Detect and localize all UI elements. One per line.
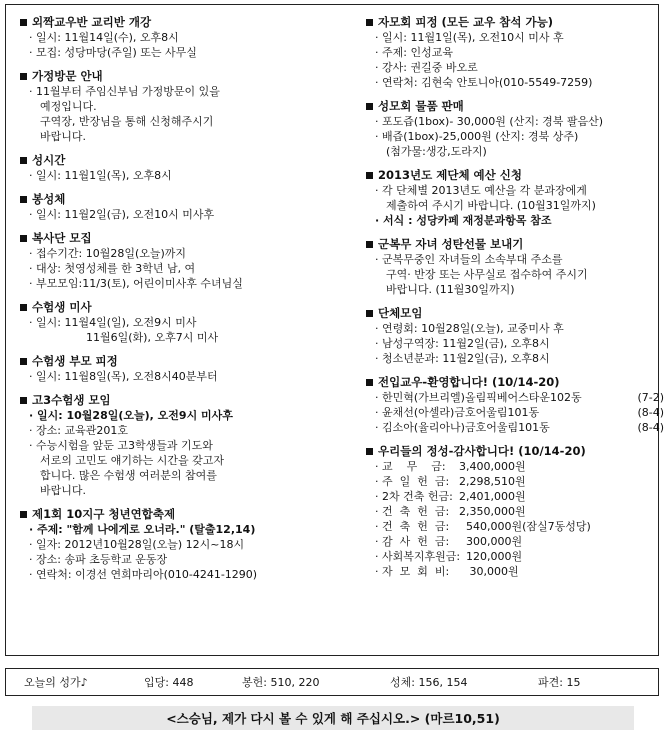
notice-line: · 일시: 10월28일(오늘), 오전9시 미사후 — [29, 409, 233, 422]
notice-line: · 연락처: 김현숙 안토니아(010-5549-7259) — [375, 76, 593, 89]
section-title-text: 고3수험생 모임 — [32, 393, 111, 407]
offering-row — [366, 474, 664, 489]
notice-line: · 모집: 성당마당(주일) 또는 사무실 — [29, 46, 197, 59]
notice-line: 구역장, 반장님을 통해 신청해주시기 — [40, 115, 214, 128]
district-code: (7-2) — [637, 391, 664, 404]
notice-section — [366, 99, 664, 159]
notice-section — [20, 354, 350, 384]
section-title-text: 봉성체 — [32, 192, 66, 206]
notice-line: · 일시: 11월2일(금), 오전10시 미사후 — [29, 208, 215, 221]
section-title — [20, 69, 350, 84]
district-code: (8-4) — [637, 421, 664, 434]
offering-row — [366, 489, 664, 504]
section-title-text: 단체모임 — [378, 306, 423, 320]
notice-line: · 장소: 교육관201호 — [29, 424, 128, 437]
mass-summary-bar — [5, 668, 659, 696]
offering-label: · 건 축 헌 금: — [375, 520, 450, 533]
square-bullet-icon — [20, 157, 27, 164]
square-bullet-icon — [20, 235, 27, 242]
newcomer-name: · 김소아(율리아나)금호어울림101동 — [375, 421, 550, 434]
newcomer-name: · 한민혁(가브리엘)올림픽베어스타운102동 — [375, 391, 582, 404]
offering-label: · 건 축 헌 금: — [375, 505, 450, 518]
notice-line: 서로의 고민도 얘기하는 시간을 갖고자 — [40, 454, 225, 467]
section-title — [20, 153, 350, 168]
hymn-label: 오늘의 성가♪ — [24, 675, 88, 689]
square-bullet-icon — [20, 358, 27, 365]
notice-line: · 대상: 첫영성체를 한 3학년 남, 여 — [29, 262, 196, 275]
section-title — [20, 231, 350, 246]
section-title — [366, 375, 664, 390]
offering-label: · 자 모 회 비: — [375, 565, 450, 578]
notice-line: · 장소: 송파 초등학교 운동장 — [29, 553, 168, 566]
section-title — [20, 507, 350, 522]
communion-hymn: 성체: 156, 154 — [390, 675, 468, 689]
notice-section — [20, 393, 350, 498]
section-title-text: 자모회 피정 (모든 교우 참석 가능) — [378, 15, 553, 29]
bulletin-frame — [5, 4, 664, 656]
section-title — [366, 237, 664, 252]
notice-line: (첨가물:생강,도라지) — [386, 145, 487, 158]
notice-line: · 군복무중인 자녀들의 소속부대 주소를 — [375, 253, 563, 266]
section-title — [366, 168, 664, 183]
offering-amount: 2,350,000원 — [459, 505, 526, 518]
section-title — [20, 354, 350, 369]
notice-line: · 일시: 11월1일(목), 오전10시 미사 후 — [375, 31, 564, 44]
notice-line: · 포도즙(1box)- 30,000원 (산지: 경북 팔음산) — [375, 115, 604, 128]
offering-row — [366, 549, 664, 564]
offering-label: · 주 일 헌 금: — [375, 475, 450, 488]
notice-section — [20, 300, 350, 345]
notice-section — [366, 237, 664, 297]
notice-section — [366, 168, 664, 228]
entrance-hymn: 입당: 448 — [144, 675, 194, 689]
section-title-text: 제1회 10지구 청년연합축제 — [32, 507, 176, 521]
offertory-hymn: 봉헌: 510, 220 — [242, 675, 320, 689]
offering-row — [366, 504, 664, 519]
notice-line: · 일시: 11월4일(일), 오전9시 미사 — [29, 316, 197, 329]
square-bullet-icon — [20, 196, 27, 203]
notice-line: 11월6일(화), 오후7시 미사 — [86, 331, 219, 344]
notice-line: 바랍니다. — [40, 130, 87, 143]
notice-line: · 수능시험을 앞둔 고3학생들과 기도와 — [29, 439, 213, 452]
notice-line: · 접수기간: 10월28일(오늘)까지 — [29, 247, 187, 260]
offering-amount: 3,400,000원 — [459, 460, 526, 473]
welcome-row — [366, 405, 664, 420]
welcome-row — [366, 420, 664, 435]
notice-line: · 연락처: 이경선 연희마리아(010-4241-1290) — [29, 568, 258, 581]
offering-amount: 540,000원(잠실7동성당) — [459, 520, 591, 533]
notice-line: 예정입니다. — [40, 100, 97, 113]
notice-section — [366, 306, 664, 366]
welcome-row — [366, 390, 664, 405]
offering-label: · 감 사 헌 금: — [375, 535, 450, 548]
section-title — [20, 393, 350, 408]
notice-section — [20, 153, 350, 183]
offering-label: · 2차 건축 헌금: — [375, 490, 453, 503]
section-title — [366, 99, 664, 114]
square-bullet-icon — [20, 73, 27, 80]
offering-row — [366, 564, 664, 579]
square-bullet-icon — [20, 397, 27, 404]
dismissal-hymn: 파견: 15 — [538, 675, 581, 689]
notice-line: 바랍니다. (11월30일까지) — [386, 283, 515, 296]
square-bullet-icon — [366, 448, 373, 455]
offering-amount: 120,000원 — [459, 550, 523, 563]
square-bullet-icon — [366, 19, 373, 26]
notice-line: 바랍니다. — [40, 484, 87, 497]
notice-line: · 남성구역장: 11월2일(금), 오후8시 — [375, 337, 550, 350]
notice-line: · 각 단체별 2013년도 예산을 각 분과장에게 — [375, 184, 587, 197]
section-title-text: 가정방문 안내 — [32, 69, 103, 83]
square-bullet-icon — [366, 241, 373, 248]
offering-amount: 2,401,000원 — [459, 490, 526, 503]
section-title — [366, 306, 664, 321]
welcome-title: 전입교우-환영합니다! (10/14-20) — [378, 375, 560, 389]
section-title — [20, 15, 350, 30]
offering-section — [366, 444, 664, 579]
notice-line: · 배즙(1box)-25,000원 (산지: 경북 상주) — [375, 130, 579, 143]
right-column — [366, 15, 664, 588]
notice-line: 구역· 반장 또는 사무실로 접수하여 주시기 — [386, 268, 588, 281]
notice-section — [20, 507, 350, 582]
newcomer-name: · 윤채선(아셀라)금호어울림101동 — [375, 406, 540, 419]
square-bullet-icon — [20, 19, 27, 26]
section-title — [366, 15, 664, 30]
section-title-text: 2013년도 제단체 예산 신청 — [378, 168, 522, 182]
offering-label: · 교 무 금: — [375, 460, 446, 473]
offering-row — [366, 534, 664, 549]
notice-line: · 청소년분과: 11월2일(금), 오후8시 — [375, 352, 550, 365]
offering-amount: 300,000원 — [459, 535, 523, 548]
offering-label: · 사회복지후원금: — [375, 550, 461, 563]
district-code: (8-4) — [637, 406, 664, 419]
notice-section — [20, 69, 350, 144]
offering-row — [366, 459, 664, 474]
left-column — [20, 15, 350, 591]
section-title-text: 군복무 자녀 성탄선물 보내기 — [378, 237, 524, 251]
section-title-text: 외짝교우반 교리반 개강 — [32, 15, 152, 29]
section-title — [20, 300, 350, 315]
notice-line: · 주제: "함께 나에게로 오너라." (탈출12,14) — [29, 523, 256, 536]
section-title — [366, 444, 664, 459]
notice-section — [366, 15, 664, 90]
section-title-text: 성시간 — [32, 153, 66, 167]
offering-amount: 30,000원 — [459, 565, 519, 578]
square-bullet-icon — [366, 172, 373, 179]
section-title-text: 수험생 부모 피정 — [32, 354, 118, 368]
notice-line: · 연령회: 10월28일(오늘), 교중미사 후 — [375, 322, 564, 335]
offering-title: 우리들의 정성-감사합니다! (10/14-20) — [378, 444, 586, 458]
notice-section — [20, 231, 350, 291]
notice-line: · 일시: 11월1일(목), 오후8시 — [29, 169, 172, 182]
notice-line: · 11월부터 주임신부님 가정방문이 있을 — [29, 85, 220, 98]
notice-line: · 부모모임:11/3(토), 어린이미사후 수녀님실 — [29, 277, 243, 290]
section-title-text: 성모회 물품 판매 — [378, 99, 464, 113]
square-bullet-icon — [366, 310, 373, 317]
notice-line: · 일시: 11월8일(목), 오전8시40분부터 — [29, 370, 218, 383]
square-bullet-icon — [366, 379, 373, 386]
section-title — [20, 192, 350, 207]
notice-line: · 주제: 인성교육 — [375, 46, 453, 59]
section-title-text: 복사단 모집 — [32, 231, 92, 245]
welcome-section — [366, 375, 664, 435]
square-bullet-icon — [20, 304, 27, 311]
notice-section — [20, 192, 350, 222]
bible-verse: <스승님, 제가 다시 볼 수 있게 해 주십시오.> (마르10,51) — [32, 706, 634, 730]
offering-row — [366, 519, 664, 534]
notice-line: 합니다. 많은 수험생 여러분의 참여를 — [40, 469, 217, 482]
square-bullet-icon — [20, 511, 27, 518]
notice-line: · 일시: 11월14일(수), 오후8시 — [29, 31, 179, 44]
notice-line: 제출하여 주시기 바랍니다. (10월31일까지) — [386, 199, 596, 212]
offering-amount: 2,298,510원 — [459, 475, 526, 488]
notice-line: · 서식 : 성당카페 재정분과항목 참조 — [375, 214, 552, 227]
notice-line: · 강사: 권길중 바오로 — [375, 61, 478, 74]
square-bullet-icon — [366, 103, 373, 110]
notice-section — [20, 15, 350, 60]
notice-line: · 일자: 2012년10월28일(오늘) 12시~18시 — [29, 538, 245, 551]
section-title-text: 수험생 미사 — [32, 300, 92, 314]
